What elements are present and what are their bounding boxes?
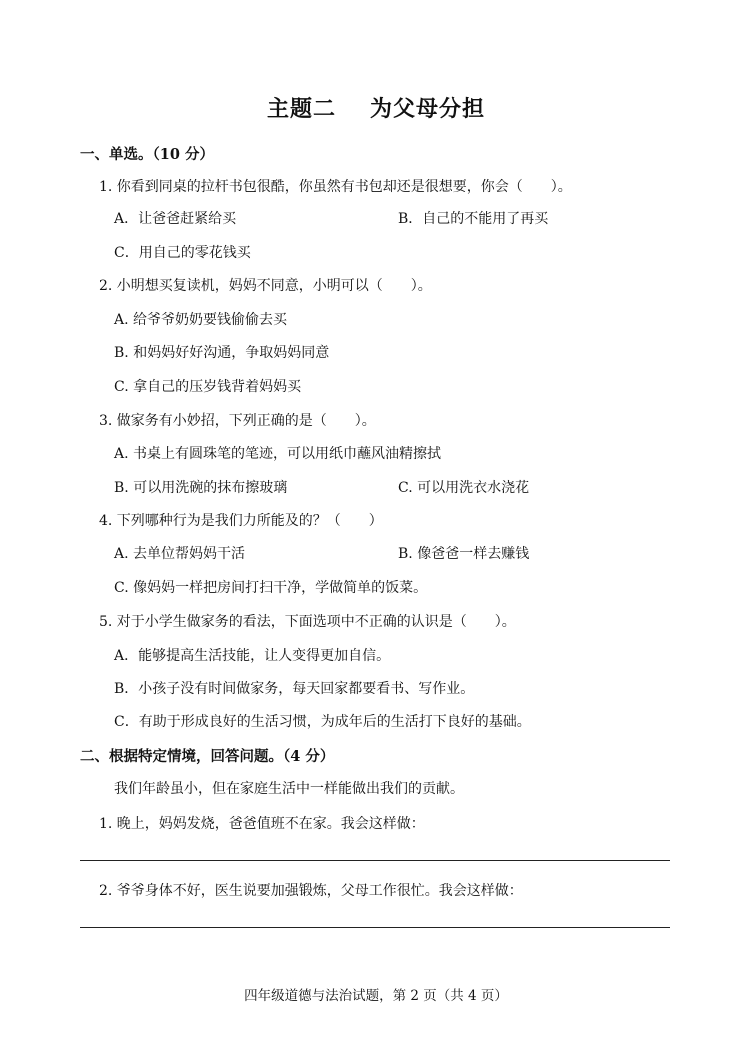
title-part1: 主题二 — [266, 96, 336, 122]
scenario-2: 2. 爷爷身体不好，医生说要加强锻炼，父母工作很忙。我会这样做： — [99, 883, 523, 899]
question-5-option-c: C．有助于形成良好的生活习惯，为成年后的生活打下良好的基础。 — [114, 714, 531, 730]
question-4-stem: 4. 下列哪种行为是我们力所能及的？（ ） — [99, 513, 383, 529]
page-title — [0, 92, 752, 123]
answer-line-1 — [80, 860, 670, 861]
question-1-option-a: A．让爸爸赶紧给买 — [114, 211, 237, 227]
section2-heading: 二、根据特定情境，回答问题。（4 分） — [80, 748, 335, 765]
question-4-option-b: B. 像爸爸一样去赚钱 — [398, 546, 530, 562]
question-1-option-b: B．自己的不能用了再买 — [398, 211, 549, 227]
question-5-option-b: B．小孩子没有时间做家务，每天回家都要看书、写作业。 — [114, 681, 475, 697]
question-3-stem: 3. 做家务有小妙招，下列正确的是（ ）。 — [99, 413, 376, 429]
answer-line-2 — [80, 927, 670, 928]
question-2-option-b: B. 和妈妈好好沟通，争取妈妈同意 — [114, 345, 330, 361]
question-4-option-c: C. 像妈妈一样把房间打扫干净，学做简单的饭菜。 — [114, 580, 428, 596]
question-3-option-a: A. 书桌上有圆珠笔的笔迹，可以用纸巾蘸风油精擦拭 — [114, 446, 442, 462]
question-2-option-a: A. 给爷爷奶奶要钱偷偷去买 — [114, 312, 288, 328]
section1-heading: 一、单选。（10 分） — [80, 146, 214, 163]
question-2-stem: 2. 小明想买复读机，妈妈不同意，小明可以（ ）。 — [99, 278, 432, 294]
question-5-option-a: A．能够提高生活技能，让人变得更加自信。 — [114, 648, 391, 664]
question-1-stem: 1. 你看到同桌的拉杆书包很酷，你虽然有书包却还是很想要，你会（ ）。 — [99, 179, 572, 195]
page-footer: 四年级道德与法治试题，第 2 页（共 4 页） — [244, 988, 508, 1004]
title-part2: 为父母分担 — [370, 96, 486, 122]
question-4-option-a: A. 去单位帮妈妈干活 — [114, 546, 246, 562]
scenario-1: 1. 晚上，妈妈发烧，爸爸值班不在家。我会这样做： — [99, 816, 425, 832]
question-3-option-b: B. 可以用洗碗的抹布擦玻璃 — [114, 480, 288, 496]
question-5-stem: 5. 对于小学生做家务的看法，下面选项中不正确的认识是（ ）。 — [99, 614, 516, 630]
question-3-option-c: C. 可以用洗衣水浇花 — [398, 480, 530, 496]
question-1-option-c: C．用自己的零花钱买 — [114, 245, 251, 261]
section2-intro: 我们年龄虽小，但在家庭生活中一样能做出我们的贡献。 — [114, 781, 464, 797]
question-2-option-c: C. 拿自己的压岁钱背着妈妈买 — [114, 379, 302, 395]
